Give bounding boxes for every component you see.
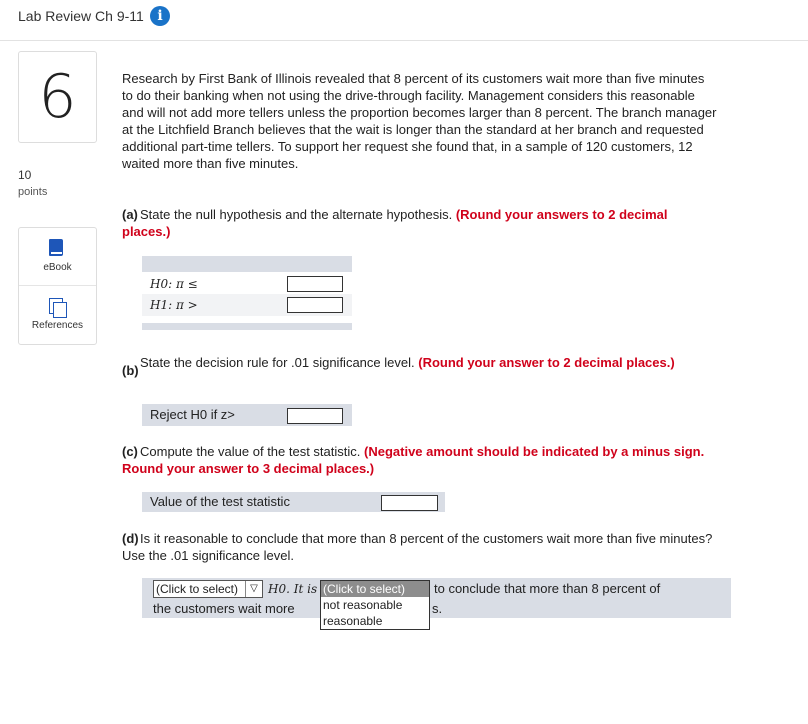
part-b-text: State the decision rule for .01 significance level.: [140, 355, 415, 370]
decision-select[interactable]: [153, 580, 263, 598]
part-d-text: Is it reasonable to conclude that more than 8 percent of the customers wait more than five minutes? Use the .01 significance level.: [122, 531, 713, 563]
part-a-table-header: [142, 256, 352, 272]
info-icon[interactable]: i: [150, 6, 170, 26]
chevron-down-icon: ▽: [245, 581, 262, 597]
part-b-prompt: [140, 354, 700, 371]
reasonable-dropdown[interactable]: [320, 580, 430, 630]
part-d-prompt: [122, 530, 717, 564]
part-c-label: (c): [122, 444, 138, 459]
header: [0, 0, 808, 41]
problem-statement: Research by First Bank of Illinois revealed that 8 percent of its customers wait more than five minutes to do their banking when not using the drive-through facility. Management considers this reasonable and will not add more tellers unless the proportion becomes larger than 8 percent. The branch manager at the Litchfield Branch believes that the wait is longer than the standard at her branch and requested additional part-time tellers. To support her request she found that, in a sample of 120 customers, 12 waited more than five minutes.: [122, 71, 717, 171]
part-d-h0-text: [268, 581, 317, 596]
dropdown-option-not-reasonable[interactable]: not reasonable: [323, 598, 403, 612]
tools-panel: [18, 227, 97, 345]
reject-rule-label: Reject H0 if z>: [150, 407, 235, 422]
part-b-instruction: (Round your answer to 2 decimal places.): [418, 355, 675, 370]
decision-select-value: (Click to select): [156, 582, 239, 596]
points-value: 10: [18, 168, 32, 182]
book-icon: [49, 239, 63, 256]
part-d-after-text: to conclude that more than 8 percent of: [434, 581, 661, 596]
h1-label: H1: π >: [150, 298, 198, 312]
ebook-label: eBook: [43, 262, 72, 273]
h0-input[interactable]: [287, 276, 343, 292]
reject-z-input[interactable]: [287, 408, 343, 424]
h0-label: H0: π ≤: [150, 277, 198, 291]
part-b-label: (b): [122, 363, 139, 378]
test-statistic-input[interactable]: [381, 495, 438, 511]
part-a-text: State the null hypothesis and the alternate hypothesis.: [140, 207, 453, 222]
ebook-button[interactable]: [19, 228, 96, 285]
part-a-table-footer: [142, 323, 352, 330]
part-c-prompt: [122, 443, 712, 477]
part-d-label: (d): [122, 531, 139, 546]
part-d-line2-end: s.: [432, 601, 443, 616]
points-label: points: [18, 186, 48, 198]
part-c-instruction: (Negative amount should be indicated by a minus sign. Round your answer to 3 decimal places.): [122, 444, 705, 476]
dropdown-option-placeholder[interactable]: (Click to select): [321, 581, 429, 597]
references-icon-back: [53, 302, 67, 318]
question-number-box: [18, 51, 97, 143]
part-a-label: (a): [122, 207, 138, 222]
part-d-line2-text: the customers wait more: [153, 601, 295, 616]
part-c-text: Compute the value of the test statistic.: [140, 444, 361, 459]
assignment-title: Lab Review Ch 9-11: [18, 8, 144, 24]
test-statistic-label: Value of the test statistic: [150, 494, 290, 509]
part-a-instruction: (Round your answers to 2 decimal places.): [122, 207, 668, 239]
h1-input[interactable]: [287, 297, 343, 313]
references-button[interactable]: [19, 286, 96, 344]
dropdown-option-reasonable[interactable]: reasonable: [323, 614, 383, 628]
references-label: References: [31, 320, 84, 331]
part-a-prompt: [122, 206, 712, 240]
question-number: 6: [38, 62, 77, 132]
part-d-h0-text-value: H0. It is: [268, 582, 318, 596]
